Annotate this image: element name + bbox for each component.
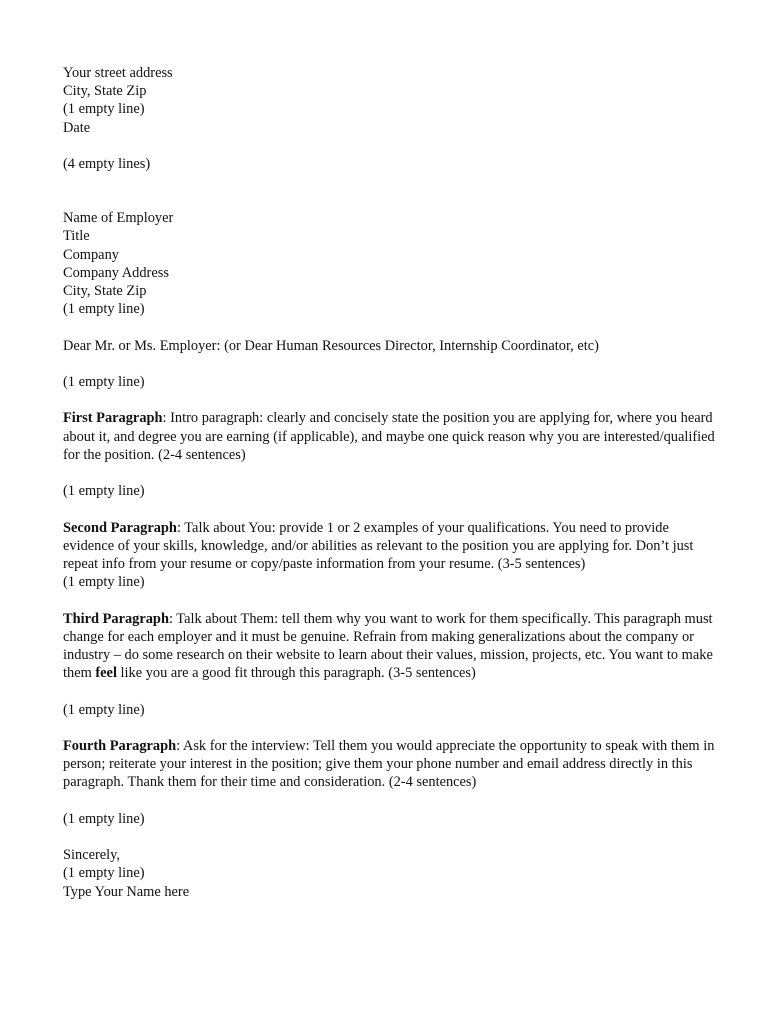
sender-date: Date xyxy=(63,119,91,136)
cover-letter-page xyxy=(63,64,723,901)
closing-empty-line-note: (1 empty line) xyxy=(63,865,145,882)
salutation: Dear Mr. or Ms. Employer: (or Dear Human Resources Director, Internship Coordinator, etc) xyxy=(63,337,599,354)
second-paragraph-empty-line-note: (1 empty line) xyxy=(63,574,145,591)
sender-empty-line-note: (1 empty line) xyxy=(63,101,145,118)
third-paragraph-emphasis: feel xyxy=(95,665,117,682)
sender-street: Your street address xyxy=(63,65,173,81)
four-empty-lines-note: (4 empty lines) xyxy=(63,156,151,172)
first-paragraph xyxy=(63,409,723,464)
closing-block xyxy=(63,846,723,901)
first-paragraph-text: : Intro paragraph: clearly and concisely state the position you are applying for, where you heard about it, and degree you are earning (if applicable), and maybe one quick reason why you are interested/qualified for the position. (2-4 sentences) xyxy=(63,410,715,463)
first-paragraph-empty-line-note: (1 empty line) xyxy=(63,483,145,500)
third-paragraph-label: Third Paragraph xyxy=(63,610,169,627)
recipient-city: City, State Zip xyxy=(63,283,147,300)
second-paragraph xyxy=(63,519,723,574)
recipient-block xyxy=(63,209,723,318)
third-paragraph-text: : Talk about Them: tell them why you want to work for them specifically. This paragraph must change for each employer and it must be genuine. Refrain from making generalizations about the company or industry – do some research on their website to learn about their values, mission, projects, etc. You want to make them xyxy=(63,610,713,682)
recipient-title: Title xyxy=(63,228,90,245)
second-paragraph-label: Second Paragraph xyxy=(63,519,177,536)
third-paragraph-empty-line-note: (1 empty line) xyxy=(63,701,145,718)
salutation-empty-line-note: (1 empty line) xyxy=(63,374,145,390)
fourth-paragraph-text: : Ask for the interview: Tell them you would appreciate the opportunity to speak with them in person; reiterate your interest in the position; give them your phone number and email address directly in this paragraph. Thank them for their time and consideration. (2-4 sentences) xyxy=(63,737,715,791)
recipient-name: Name of Employer xyxy=(63,210,174,227)
fourth-paragraph-label: Fourth Paragraph xyxy=(63,737,177,754)
sender-city: City, State Zip xyxy=(63,83,147,100)
fourth-paragraph xyxy=(63,737,723,792)
recipient-company: Company xyxy=(63,246,119,263)
closing-sincerely: Sincerely, xyxy=(63,847,121,864)
third-paragraph xyxy=(63,610,723,683)
second-paragraph-text: : Talk about You: provide 1 or 2 examples of your qualifications. You need to provide evidence of your skills, knowledge, and/or abilities as relevant to the position you are applying for. Don’t just repeat info from your resume or copy/paste information from your resume. (3-5 sentences) xyxy=(63,519,694,572)
third-paragraph-text-end: like you are a good fit through this paragraph. (3-5 sentences) xyxy=(116,665,476,682)
fourth-paragraph-empty-line-note: (1 empty line) xyxy=(63,810,145,827)
recipient-address: Company Address xyxy=(63,264,169,281)
sender-block xyxy=(63,64,723,173)
recipient-empty-line-note: (1 empty line) xyxy=(63,301,145,318)
first-paragraph-label: First Paragraph xyxy=(63,410,163,427)
signature-name: Type Your Name here xyxy=(63,883,190,900)
